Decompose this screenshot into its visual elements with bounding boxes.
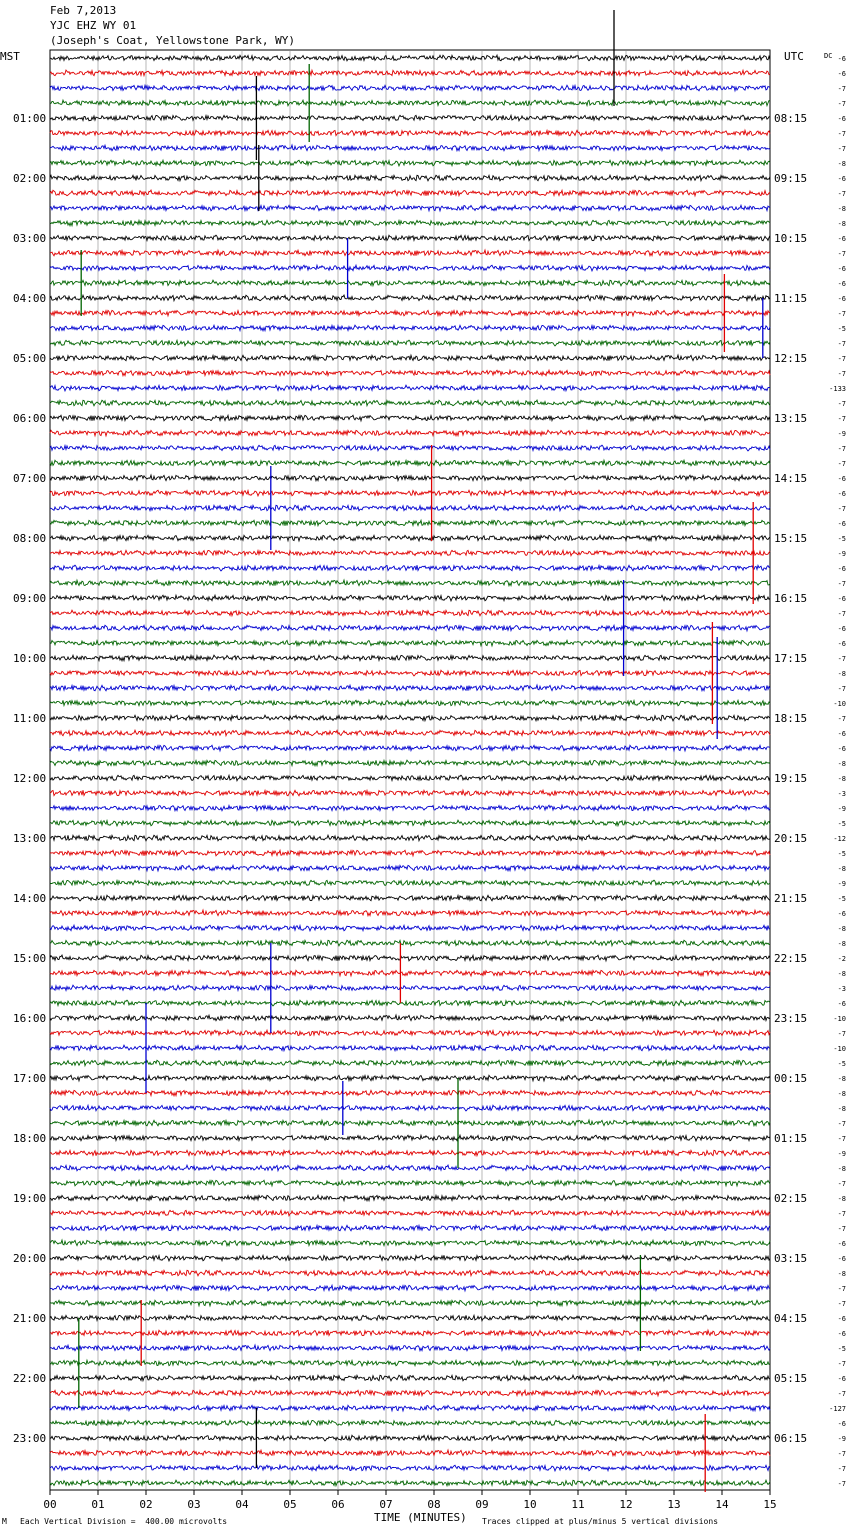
seismic-trace (50, 445, 770, 451)
dc-offset-label: -7 (837, 1390, 846, 1398)
dc-offset-label: -8 (837, 1165, 846, 1173)
seismic-trace (50, 1480, 770, 1486)
dc-offset-label: -7 (837, 1480, 846, 1488)
dc-offset-label: -7 (837, 610, 846, 618)
x-tick-label: 08 (427, 1498, 441, 1511)
seismic-trace (50, 1270, 770, 1276)
station-location: (Joseph's Coat, Yellowstone Park, WY) (50, 34, 296, 47)
seismic-trace (50, 115, 770, 121)
dc-offset-label: -8 (837, 925, 846, 933)
dc-offset-label: -8 (837, 775, 846, 783)
seismic-trace (50, 550, 770, 555)
time-axis-label: TIME (MINUTES) (374, 1511, 467, 1524)
dc-offset-label: -9 (837, 1435, 846, 1443)
dc-offset-label: -3 (837, 790, 846, 798)
dc-offset-label: -6 (837, 490, 846, 498)
seismic-trace (50, 640, 770, 646)
dc-offset-label: -8 (837, 670, 846, 678)
seismic-trace (50, 970, 770, 976)
dc-offset-label: -8 (837, 940, 846, 948)
x-tick-label: 02 (139, 1498, 153, 1511)
dc-offset-label: -6 (837, 235, 846, 243)
dc-offset-label: -6 (837, 1255, 846, 1263)
hour-label-utc: 12:15 (774, 352, 808, 365)
dc-offset-label: -7 (837, 1450, 846, 1458)
seismic-trace (50, 760, 770, 766)
dc-offset-label: -7 (837, 250, 846, 258)
seismic-trace (50, 205, 770, 211)
dc-offset-label: -7 (837, 310, 846, 318)
seismic-trace (50, 55, 770, 61)
dc-offset-label: -6 (837, 1375, 846, 1383)
seismic-trace (50, 70, 770, 76)
seismic-trace (50, 595, 770, 601)
hour-label-local: 11:00 (13, 712, 47, 725)
seismic-trace (50, 520, 770, 526)
dc-offset-label: -127 (829, 1405, 846, 1413)
dc-offset-label: -5 (837, 850, 846, 858)
hour-label-utc: 05:15 (774, 1372, 808, 1385)
seismic-trace (50, 430, 770, 436)
dc-offset-label: -12 (833, 835, 846, 843)
seismic-trace (50, 340, 770, 346)
dc-offset-label: -5 (837, 535, 846, 543)
seismic-trace (50, 1240, 770, 1246)
hour-label-local: 16:00 (13, 1012, 47, 1025)
hour-label-utc: 18:15 (774, 712, 808, 725)
dc-offset-label: -8 (837, 1270, 846, 1278)
x-tick-label: 15 (763, 1498, 777, 1511)
dc-offset-label: -7 (837, 1030, 846, 1038)
left-timezone-label: MST (0, 50, 20, 63)
dc-offset-label: -5 (837, 325, 846, 333)
dc-offset-label: -8 (837, 760, 846, 768)
dc-offset-label: -10 (833, 1015, 846, 1023)
dc-offset-label: -7 (837, 460, 846, 468)
dc-offset-label: -6 (837, 1315, 846, 1323)
seismic-trace (50, 985, 770, 991)
dc-offset-label: -9 (837, 1150, 846, 1158)
seismic-trace (50, 265, 770, 271)
seismic-trace (50, 1330, 770, 1336)
hour-label-local: 14:00 (13, 892, 47, 905)
hour-label-local: 09:00 (13, 592, 47, 605)
dc-offset-label: -7 (837, 145, 846, 153)
hour-label-local: 20:00 (13, 1252, 47, 1265)
dc-offset-label: -6 (837, 1240, 846, 1248)
dc-offset-label: -6 (837, 295, 846, 303)
seismic-trace (50, 310, 770, 316)
seismic-trace (50, 145, 770, 151)
seismic-trace (50, 1345, 770, 1351)
seismic-trace (50, 865, 770, 871)
seismic-trace (50, 1165, 770, 1171)
dc-offset-label: -6 (837, 520, 846, 528)
seismic-trace (50, 1315, 770, 1321)
dc-offset-label: -5 (837, 895, 846, 903)
seismic-trace (50, 250, 770, 256)
dc-offset-label: -5 (837, 1345, 846, 1353)
dc-offset-label: -8 (837, 205, 846, 213)
seismic-trace (50, 505, 770, 511)
dc-offset-label: -9 (837, 430, 846, 438)
seismic-trace (50, 670, 770, 676)
x-tick-label: 09 (475, 1498, 489, 1511)
seismic-trace (50, 1195, 770, 1201)
x-tick-label: 00 (43, 1498, 57, 1511)
seismic-trace (50, 730, 770, 736)
hour-label-utc: 08:15 (774, 112, 808, 125)
seismic-trace (50, 745, 770, 751)
dc-offset-label: -6 (837, 115, 846, 123)
dc-offset-label: -7 (837, 370, 846, 378)
dc-offset-label: -10 (833, 1045, 846, 1053)
seismic-trace (50, 475, 770, 481)
dc-offset-label: -7 (837, 1135, 846, 1143)
seismic-trace (50, 775, 770, 781)
seismic-trace (50, 160, 770, 166)
x-tick-label: 03 (187, 1498, 201, 1511)
hour-label-local: 07:00 (13, 472, 47, 485)
x-tick-label: 01 (91, 1498, 105, 1511)
seismic-trace (50, 1060, 770, 1066)
hour-label-local: 18:00 (13, 1132, 47, 1145)
dc-offset-label: -2 (837, 955, 846, 963)
x-tick-label: 06 (331, 1498, 345, 1511)
seismic-trace (50, 655, 770, 661)
seismic-trace (50, 790, 770, 796)
x-tick-label: 11 (571, 1498, 585, 1511)
hour-label-local: 21:00 (13, 1312, 47, 1325)
dc-offset-label: -6 (837, 595, 846, 603)
seismic-trace (50, 220, 770, 226)
seismic-trace (50, 1075, 770, 1081)
dc-offset-label: -6 (837, 1420, 846, 1428)
seismic-trace (50, 1045, 770, 1051)
seismic-trace (50, 715, 770, 721)
dc-offset-label: -8 (837, 220, 846, 228)
hour-label-local: 06:00 (13, 412, 47, 425)
seismic-trace (50, 700, 770, 706)
dc-offset-label: -9 (837, 805, 846, 813)
dc-offset-label: -6 (837, 1330, 846, 1338)
dc-offset-label: -7 (837, 1210, 846, 1218)
seismic-trace (50, 460, 770, 466)
dc-offset-label: -7 (837, 100, 846, 108)
dc-offset-label: -8 (837, 970, 846, 978)
dc-offset-label: -9 (837, 880, 846, 888)
seismic-trace (50, 685, 770, 691)
seismic-trace (50, 1225, 770, 1231)
right-timezone-label: UTC (784, 50, 804, 63)
dc-offset-label: -7 (837, 685, 846, 693)
hour-label-utc: 06:15 (774, 1432, 808, 1445)
dc-offset-label: -6 (837, 625, 846, 633)
dc-offset-label: -10 (833, 700, 846, 708)
seismic-trace (50, 325, 770, 331)
seismic-trace (50, 175, 770, 181)
hour-label-utc: 23:15 (774, 1012, 808, 1025)
hour-label-local: 04:00 (13, 292, 47, 305)
dc-offset-label: -8 (837, 1075, 846, 1083)
seismic-trace (50, 955, 770, 961)
x-tick-label: 13 (667, 1498, 681, 1511)
hour-label-local: 10:00 (13, 652, 47, 665)
seismic-trace (50, 130, 770, 136)
x-tick-label: 14 (715, 1498, 729, 1511)
dc-offset-label: -8 (837, 1090, 846, 1098)
hour-label-utc: 04:15 (774, 1312, 808, 1325)
seismic-trace (50, 625, 770, 631)
corner-mark: M (2, 1517, 7, 1526)
hour-label-local: 02:00 (13, 172, 47, 185)
seismic-trace (50, 1000, 770, 1006)
dc-offset-label: -6 (837, 55, 846, 63)
seismic-trace (50, 1120, 770, 1126)
dc-offset-label: -7 (837, 1225, 846, 1233)
hour-label-local: 19:00 (13, 1192, 47, 1205)
seismic-trace (50, 355, 770, 361)
dc-offset-label: -6 (837, 280, 846, 288)
seismic-trace (50, 1360, 770, 1366)
hour-label-utc: 13:15 (774, 412, 808, 425)
dc-offset-label: -7 (837, 130, 846, 138)
seismic-trace (50, 1420, 770, 1426)
seismic-trace (50, 610, 770, 616)
seismic-trace (50, 1255, 770, 1261)
hour-label-utc: 14:15 (774, 472, 808, 485)
dc-offset-label: -7 (837, 340, 846, 348)
seismic-trace (50, 1210, 770, 1216)
hour-label-utc: 11:15 (774, 292, 808, 305)
seismic-trace (50, 1465, 770, 1471)
dc-offset-label: -7 (837, 355, 846, 363)
seismic-trace (50, 535, 770, 541)
hour-label-local: 17:00 (13, 1072, 47, 1085)
seismic-trace (50, 565, 770, 571)
seismic-trace (50, 190, 770, 196)
seismic-trace (50, 415, 770, 421)
dc-offset-label: -8 (837, 865, 846, 873)
seismic-trace (50, 835, 770, 841)
dc-offset-label: -7 (837, 415, 846, 423)
hour-label-utc: 19:15 (774, 772, 808, 785)
hour-label-local: 01:00 (13, 112, 47, 125)
seismic-trace (50, 385, 770, 391)
dc-label: DC (824, 52, 833, 60)
dc-offset-label: -7 (837, 715, 846, 723)
dc-offset-label: -7 (837, 1285, 846, 1293)
seismic-trace (50, 1405, 770, 1411)
clipping-note: Traces clipped at plus/minus 5 vertical divisions (482, 1517, 719, 1526)
vertical-division-note: Each Vertical Division = 400.00 microvolts (20, 1517, 228, 1526)
seismic-trace (50, 1390, 770, 1396)
dc-offset-label: -6 (837, 910, 846, 918)
dc-offset-label: -9 (837, 550, 846, 558)
dc-offset-label: -8 (837, 1105, 846, 1113)
dc-offset-label: -6 (837, 745, 846, 753)
hour-label-utc: 02:15 (774, 1192, 808, 1205)
station-code: YJC EHZ WY 01 (50, 19, 137, 32)
x-tick-label: 05 (283, 1498, 297, 1511)
hour-label-utc: 03:15 (774, 1252, 808, 1265)
hour-label-local: 15:00 (13, 952, 47, 965)
seismic-trace (50, 1180, 770, 1186)
dc-offset-label: -6 (837, 1000, 846, 1008)
seismic-trace (50, 1015, 770, 1021)
seismic-trace (50, 490, 770, 496)
dc-offset-label: -6 (837, 475, 846, 483)
seismic-trace (50, 925, 770, 931)
hour-label-utc: 17:15 (774, 652, 808, 665)
seismic-trace (50, 1135, 770, 1141)
hour-label-utc: 01:15 (774, 1132, 808, 1145)
dc-offset-label: -7 (837, 505, 846, 513)
seismic-trace (50, 910, 770, 916)
seismic-trace (50, 85, 770, 91)
dc-offset-label: -5 (837, 820, 846, 828)
seismic-trace (50, 1375, 770, 1381)
seismic-trace (50, 400, 770, 406)
dc-offset-label: -7 (837, 1180, 846, 1188)
seismic-trace (50, 295, 770, 301)
seismic-trace (50, 850, 770, 856)
seismic-trace (50, 1105, 770, 1111)
seismic-trace (50, 580, 770, 586)
hour-label-local: 12:00 (13, 772, 47, 785)
hour-label-local: 23:00 (13, 1432, 47, 1445)
dc-offset-label: -3 (837, 985, 846, 993)
hour-label-utc: 09:15 (774, 172, 808, 185)
dc-offset-label: -7 (837, 400, 846, 408)
hour-label-local: 22:00 (13, 1372, 47, 1385)
seismic-trace (50, 1150, 770, 1156)
seismic-trace (50, 1090, 770, 1096)
hour-label-local: 08:00 (13, 532, 47, 545)
dc-offset-label: -7 (837, 580, 846, 588)
hour-label-utc: 20:15 (774, 832, 808, 845)
seismic-trace (50, 1300, 770, 1306)
hour-label-utc: 15:15 (774, 532, 808, 545)
dc-offset-label: -6 (837, 565, 846, 573)
seismic-trace (50, 820, 770, 826)
dc-offset-label: -7 (837, 1360, 846, 1368)
dc-offset-label: -6 (837, 175, 846, 183)
seismic-trace (50, 1285, 770, 1291)
dc-offset-label: -6 (837, 265, 846, 273)
dc-offset-label: -6 (837, 730, 846, 738)
dc-offset-label: -133 (829, 385, 846, 393)
x-tick-label: 12 (619, 1498, 633, 1511)
x-tick-label: 04 (235, 1498, 249, 1511)
hour-label-local: 13:00 (13, 832, 47, 845)
dc-offset-label: -6 (837, 640, 846, 648)
hour-label-utc: 00:15 (774, 1072, 808, 1085)
seismic-trace (50, 880, 770, 886)
seismic-trace (50, 940, 770, 946)
seismic-trace (50, 1435, 770, 1441)
hour-label-utc: 22:15 (774, 952, 808, 965)
seismic-trace (50, 370, 770, 375)
hour-label-utc: 16:15 (774, 592, 808, 605)
dc-offset-label: -7 (837, 1300, 846, 1308)
hour-label-local: 03:00 (13, 232, 47, 245)
dc-offset-label: -8 (837, 1195, 846, 1203)
hour-label-local: 05:00 (13, 352, 47, 365)
x-tick-label: 10 (523, 1498, 537, 1511)
seismic-trace (50, 805, 770, 810)
seismic-trace (50, 1450, 770, 1456)
dc-offset-label: -7 (837, 445, 846, 453)
seismic-trace (50, 235, 770, 241)
seismic-trace (50, 100, 770, 106)
dc-offset-label: -6 (837, 70, 846, 78)
dc-offset-label: -7 (837, 1465, 846, 1473)
seismic-trace (50, 1030, 770, 1036)
chart-date: Feb 7,2013 (50, 4, 117, 17)
dc-offset-label: -7 (837, 1120, 846, 1128)
dc-offset-label: -7 (837, 655, 846, 663)
dc-offset-label: -5 (837, 1060, 846, 1068)
x-tick-label: 07 (379, 1498, 393, 1511)
dc-offset-label: -7 (837, 190, 846, 198)
hour-label-utc: 10:15 (774, 232, 808, 245)
seismic-trace (50, 895, 770, 901)
dc-offset-label: -8 (837, 160, 846, 168)
dc-offset-label: -7 (837, 85, 846, 93)
seismic-trace (50, 280, 770, 286)
hour-label-utc: 21:15 (774, 892, 808, 905)
